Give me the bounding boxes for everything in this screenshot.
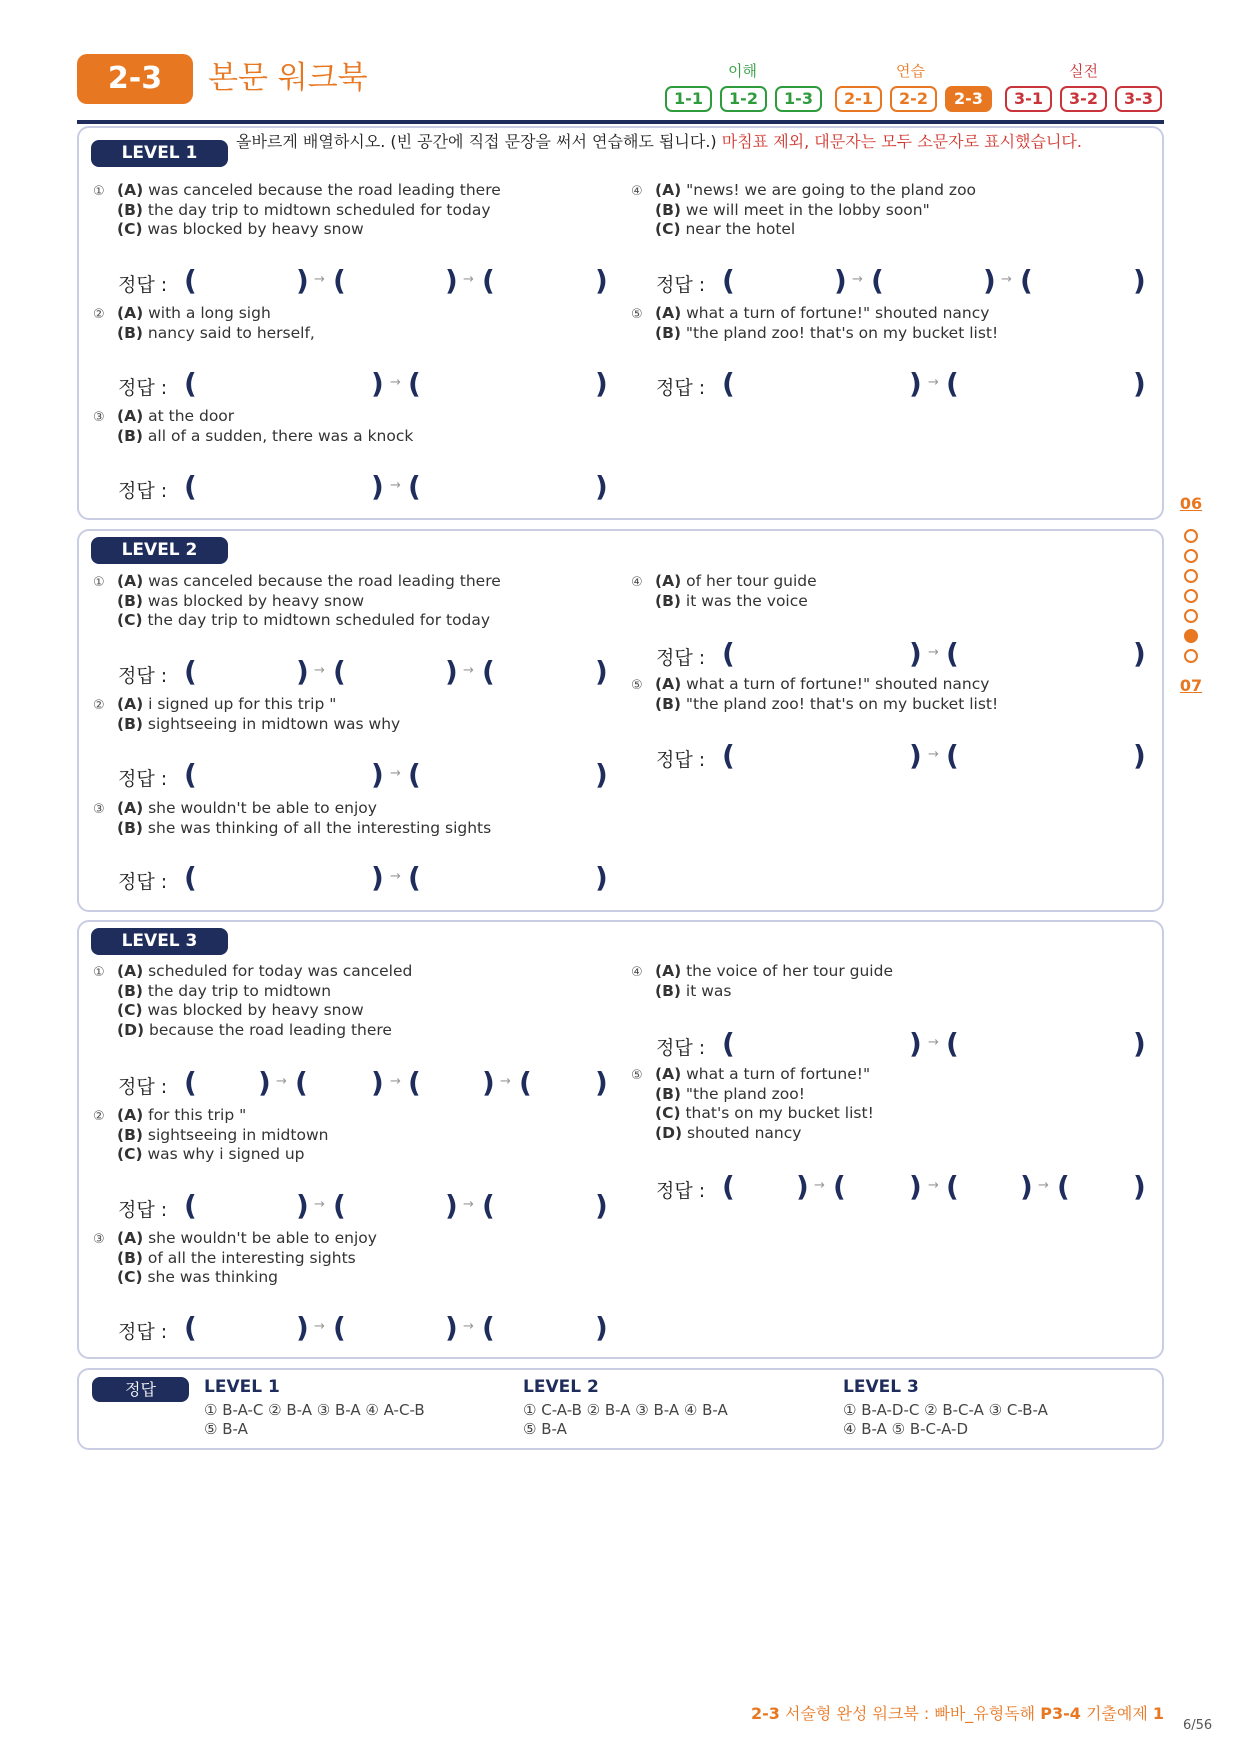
- progress-dot-active: [1184, 629, 1198, 643]
- level3-q3: ③ (A) she wouldn't be able to enjoy (B) of all the interesting sights (C) she was thinking: [93, 1229, 377, 1286]
- progress-dot: [1184, 529, 1198, 543]
- level1-q1-answer[interactable]: 정답 : ( ) → ( ) → ( ): [118, 264, 608, 297]
- footer-source: 2-3 서술형 완성 워크북 : 빠바_유형독해 P3-4 기출예제 1: [751, 1704, 1164, 1723]
- level2-q5: ⑤ (A) what a turn of fortune!" shouted nancy (B) "the pland zoo! that's on my bucket list!: [631, 675, 999, 713]
- level3-q2: ② (A) for this trip " (B) sightseeing in midtown (C) was why i signed up: [93, 1106, 329, 1163]
- level2-q2-answer[interactable]: 정답 : ( ) → ( ): [118, 758, 608, 791]
- level1-q3-answer[interactable]: 정답 : ( ) → ( ): [118, 470, 608, 503]
- level1-q2-answer[interactable]: 정답 : ( ) → ( ): [118, 367, 608, 400]
- section-badge: 2-3: [77, 54, 193, 104]
- answer-key-level3-line1: ① B-A-D-C ② B-C-A ③ C-B-A: [843, 1401, 1048, 1419]
- step-tab-1-2[interactable]: 1-2: [720, 86, 767, 112]
- answer-key-level2-line1: ① C-A-B ② B-A ③ B-A ④ B-A: [523, 1401, 728, 1419]
- step-tab-3-3[interactable]: 3-3: [1115, 86, 1162, 112]
- answer-key-level2-title: LEVEL 2: [523, 1377, 599, 1397]
- step-tab-2-1[interactable]: 2-1: [835, 86, 882, 112]
- answer-key-badge: 정답: [92, 1377, 189, 1402]
- level1-q5-answer[interactable]: 정답 : ( ) → ( ): [656, 367, 1146, 400]
- category-understanding: 이해: [728, 62, 757, 80]
- step-tab-2-3[interactable]: 2-3: [945, 86, 992, 112]
- step-tab-1-1[interactable]: 1-1: [665, 86, 712, 112]
- level3-q1: ① (A) scheduled for today was canceled (B) the day trip to midtown (C) was blocked by heavy snow (D) because the road leading there: [93, 962, 413, 1039]
- level2-q1: ① (A) was canceled because the road leading there (B) was blocked by heavy snow (C) the day trip to midtown scheduled for today: [93, 572, 501, 629]
- step-tab-3-1[interactable]: 3-1: [1005, 86, 1052, 112]
- level2-q2: ② (A) i signed up for this trip " (B) sightseeing in midtown was why: [93, 695, 401, 733]
- level1-q2: ② (A) with a long sigh (B) nancy said to herself,: [93, 304, 315, 342]
- instruction-main: 올바르게 배열하시오. (빈 공간에 직접 문장을 써서 연습해도 됩니다.): [236, 132, 717, 151]
- level1-q5: ⑤ (A) what a turn of fortune!" shouted nancy (B) "the pland zoo! that's on my bucket list!: [631, 304, 999, 342]
- level3-q2-answer[interactable]: 정답 : ( ) → ( ) → ( ): [118, 1189, 608, 1222]
- level2-q1-answer[interactable]: 정답 : ( ) → ( ) → ( ): [118, 655, 608, 688]
- progress-dot: [1184, 569, 1198, 583]
- category-real: 실전: [1069, 62, 1098, 80]
- progress-dot: [1184, 609, 1198, 623]
- instruction-note: 마침표 제외, 대문자는 모두 소문자로 표시했습니다.: [721, 132, 1082, 151]
- level3-q5-answer[interactable]: 정답 : ( ) → ( ) → ( ) → ( ): [656, 1170, 1146, 1203]
- level1-q1: ① (A) was canceled because the road leading there (B) the day trip to midtown scheduled for today (C) was blocked by heavy snow: [93, 181, 501, 238]
- level3-q1-answer[interactable]: 정답 : ( ) → ( ) → ( ) → ( ): [118, 1066, 608, 1099]
- level1-q4: ④ (A) "news! we are going to the pland zoo (B) we will meet in the lobby soon" (C) near the hotel: [631, 181, 977, 238]
- level1-q4-answer[interactable]: 정답 : ( ) → ( ) → ( ): [656, 264, 1146, 297]
- step-tab-1-3[interactable]: 1-3: [775, 86, 822, 112]
- step-tab-2-2[interactable]: 2-2: [890, 86, 937, 112]
- level2-q4-answer[interactable]: 정답 : ( ) → ( ): [656, 637, 1146, 670]
- level2-q5-answer[interactable]: 정답 : ( ) → ( ): [656, 739, 1146, 772]
- answer-key-level2-line2: ⑤ B-A: [523, 1420, 567, 1438]
- level2-badge: LEVEL 2: [91, 537, 228, 564]
- answer-key-level3-line2: ④ B-A ⑤ B-C-A-D: [843, 1420, 968, 1438]
- level1-badge: LEVEL 1: [91, 140, 228, 167]
- level3-q4: ④ (A) the voice of her tour guide (B) it was: [631, 962, 893, 1000]
- page-title: 본문 워크북: [208, 60, 368, 96]
- answer-key-level1-title: LEVEL 1: [204, 1377, 280, 1397]
- answer-key-level1-line2: ⑤ B-A: [204, 1420, 248, 1438]
- header-divider: [77, 120, 1164, 124]
- level2-q4: ④ (A) of her tour guide (B) it was the voice: [631, 572, 817, 610]
- page-number: 6/56: [1183, 1718, 1213, 1733]
- level2-q3: ③ (A) she wouldn't be able to enjoy (B) she was thinking of all the interesting sights: [93, 799, 492, 837]
- level1-q3: ③ (A) at the door (B) all of a sudden, there was a knock: [93, 407, 414, 445]
- progress-dot: [1184, 549, 1198, 563]
- side-chapter-start: 06: [1179, 494, 1203, 513]
- progress-dot: [1184, 589, 1198, 603]
- instruction-text: [236, 132, 1141, 151]
- progress-dot: [1184, 649, 1198, 663]
- level3-q3-answer[interactable]: 정답 : ( ) → ( ) → ( ): [118, 1311, 608, 1344]
- answer-key-level1-line1: ① B-A-C ② B-A ③ B-A ④ A-C-B: [204, 1401, 425, 1419]
- level3-q5: ⑤ (A) what a turn of fortune!" (B) "the pland zoo! (C) that's on my bucket list! (D) shouted nancy: [631, 1065, 874, 1142]
- answer-key-level3-title: LEVEL 3: [843, 1377, 919, 1397]
- level3-badge: LEVEL 3: [91, 928, 228, 955]
- step-tab-3-2[interactable]: 3-2: [1060, 86, 1107, 112]
- side-chapter-end: 07: [1179, 676, 1203, 695]
- category-practice: 연습: [896, 62, 925, 80]
- level3-q4-answer[interactable]: 정답 : ( ) → ( ): [656, 1027, 1146, 1060]
- level2-q3-answer[interactable]: 정답 : ( ) → ( ): [118, 861, 608, 894]
